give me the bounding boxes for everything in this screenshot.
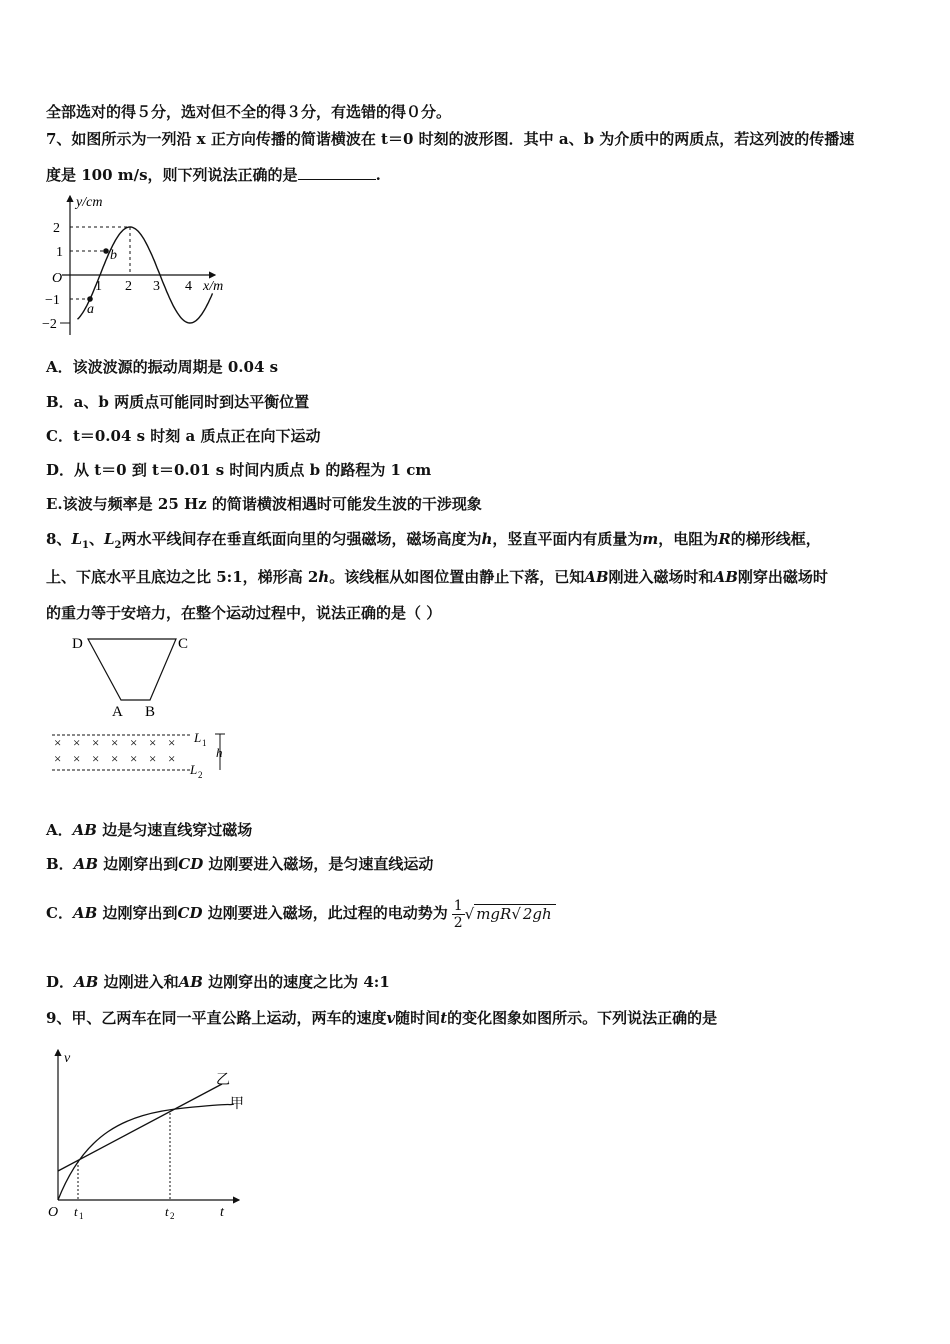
q8-ab2: AB — [713, 568, 738, 586]
q8-text-d: ，电阻为 — [658, 530, 719, 548]
field-cross: × — [73, 751, 81, 766]
field-cross: × — [92, 751, 100, 766]
q7-label-b: b — [110, 248, 117, 263]
q8-stem-line3: 的重力等于安培力，在整个运动过程中，说法正确的是（ ） — [46, 604, 442, 622]
q8-option-c — [46, 893, 556, 933]
q8-opt-c-text2: 边刚要进入磁场，此过程的电动势为 — [202, 904, 448, 922]
q9-curve-yi — [58, 1084, 222, 1171]
field-cross: × — [111, 735, 119, 750]
field-cross: × — [73, 735, 81, 750]
q9-label-t2-sub: 2 — [170, 1211, 175, 1221]
q8-fig-L1-sub: 1 — [202, 738, 207, 748]
q8-R: R — [718, 530, 731, 548]
q8-label-D: D — [72, 636, 83, 652]
q9-stem — [46, 1008, 717, 1028]
q8-opt-c-cd: CD — [177, 904, 203, 922]
q9-v: v — [386, 1009, 396, 1027]
q8-label-C: C — [178, 636, 189, 652]
q7-option-b: B．a、b 两质点可能同时到达平衡位置 — [46, 393, 310, 411]
q8-text-e: 的梯形线框， — [730, 530, 821, 548]
q7-ytick-1: 1 — [56, 245, 63, 260]
q7-point-b — [103, 248, 109, 254]
q7-xtick-1: 1 — [95, 279, 102, 294]
q8-l1: L — [71, 530, 82, 548]
intro-text: 全部选对的得５分，选对但不全的得３分，有选错的得０分。 — [46, 103, 452, 121]
q9-vt-graph — [44, 1044, 254, 1224]
q8-h: h — [481, 530, 493, 548]
q7-xtick-2: 2 — [125, 279, 132, 294]
q8-fig-L1: L — [194, 730, 202, 745]
q8-option-a — [46, 820, 252, 840]
q7-ytick-m1: −1 — [45, 293, 60, 308]
q8-opt-d-text2: 边刚穿出的速度之比为 4:1 — [202, 973, 390, 991]
field-cross: × — [149, 751, 157, 766]
field-cross: × — [54, 751, 62, 766]
q7-stem-end: . — [375, 166, 381, 184]
q8-opt-c-num: 1 — [453, 897, 463, 914]
q8-trapezoid — [88, 639, 176, 700]
q9-label-t1-sub: 1 — [79, 1211, 84, 1221]
q8-l1-sub: 1 — [81, 540, 89, 551]
q8-label-B: B — [145, 704, 156, 720]
q9-t: t — [440, 1009, 448, 1027]
q7-option-a: A．该波波源的振动周期是 0.04 s — [46, 358, 279, 376]
q8-trapezoid-figure — [46, 630, 226, 780]
q8-opt-c-sqrt: √ mgR√ 2gh — [465, 894, 556, 934]
q7-answer-blank — [298, 165, 376, 180]
q7-label-a: a — [87, 302, 94, 317]
q8-opt-a-ab: AB — [72, 821, 97, 839]
field-cross: × — [168, 735, 176, 750]
q8-opt-c-fraction — [452, 898, 465, 931]
q8-option-b — [46, 854, 433, 874]
q8-option-d — [46, 972, 390, 992]
q7-ytick-m2: −2 — [42, 317, 57, 332]
q9-text-a: 9、甲、乙两车在同一平直公路上运动，两车的速度 — [46, 1009, 387, 1027]
q9-label-jia: 甲 — [230, 1097, 244, 1112]
q8-opt-b-text2: 边刚要进入磁场，是匀速直线运动 — [203, 855, 434, 873]
field-cross: × — [111, 751, 119, 766]
q8-l2: L — [103, 530, 115, 548]
q9-label-t1: t — [74, 1204, 78, 1219]
q9-label-v: v — [64, 1051, 71, 1066]
q9-curve-jia — [58, 1104, 234, 1200]
q8-opt-c-letter: C． — [46, 904, 73, 922]
q8-opt-c-text1: 边刚穿出到 — [97, 904, 178, 922]
q9-label-origin: O — [48, 1205, 59, 1220]
q8-opt-c-rad-inner: 2gh — [522, 905, 552, 923]
q8-field-crosses — [54, 735, 175, 766]
q8-opt-c-den: 2 — [453, 914, 463, 931]
q8-opt-a-text: 边是匀速直线穿过磁场 — [96, 821, 253, 839]
q8-opt-b-ab: AB — [73, 855, 99, 873]
q7-option-d: D．从 t＝0 到 t＝0.01 s 时间内质点 b 的路程为 1 cm — [46, 461, 432, 479]
q8-l2-text-d: 刚穿出磁场时 — [737, 568, 828, 586]
field-cross: × — [130, 735, 138, 750]
q8-ab1: AB — [584, 568, 609, 586]
q8-stem-line1 — [46, 529, 821, 556]
q9-text-b: 随时间 — [395, 1009, 441, 1027]
q8-text-b: 两水平线间存在垂直纸面向里的匀强磁场，磁场高度为 — [121, 530, 482, 548]
q9-label-t: t — [220, 1205, 224, 1220]
q8-sep: 、 — [88, 530, 104, 548]
q9-text-c: 的变化图象如图所示。下列说法正确的是 — [447, 1009, 718, 1027]
q8-number: 8、 — [46, 530, 72, 548]
q7-ytick-2: 2 — [53, 221, 60, 236]
q7-xtick-3: 3 — [153, 279, 160, 294]
q8-l2-text-b: 。该线框从如图位置由静止下落，已知 — [329, 568, 585, 586]
q8-text-c: ，竖直平面内有质量为 — [492, 530, 643, 548]
q8-opt-b-cd: CD — [178, 855, 204, 873]
q7-option-e: E.该波与频率是 25 Hz 的简谐横波相遇时可能发生波的干涉现象 — [46, 495, 482, 513]
q8-l2-text-c: 刚进入磁场时和 — [608, 568, 714, 586]
q8-opt-d-ab1: AB — [74, 973, 99, 991]
q7-stem-line2 — [46, 165, 381, 185]
q8-opt-d-letter: D． — [46, 973, 75, 991]
field-cross: × — [149, 735, 157, 750]
q8-fig-L2-sub: 2 — [198, 770, 203, 780]
q8-opt-a-letter: A． — [46, 821, 73, 839]
q9-label-yi: 乙 — [216, 1073, 230, 1088]
q7-option-c: C．t＝0.04 s 时刻 a 质点正在向下运动 — [46, 427, 321, 445]
q8-opt-b-letter: B． — [46, 855, 74, 873]
q7-origin-label: O — [52, 271, 63, 286]
q7-x-label: x/m — [203, 279, 224, 294]
q8-opt-c-ab: AB — [72, 904, 98, 922]
q7-stem-line1: 7、如图所示为一列沿 x 正方向传播的简谐横波在 t＝0 时刻的波形图．其中 a、b 为介质中的两质点，若这列波的传播速 — [46, 130, 855, 148]
q8-opt-d-ab2: AB — [178, 973, 203, 991]
q8-stem-line2 — [46, 567, 828, 587]
field-cross: × — [130, 751, 138, 766]
q7-xtick-4: 4 — [185, 279, 192, 294]
q8-l2-h: h — [318, 568, 330, 586]
field-cross: × — [54, 735, 62, 750]
q7-stem-text: 度是 100 m/s，则下列说法正确的是 — [46, 166, 298, 184]
q8-opt-b-text1: 边刚穿出到 — [98, 855, 179, 873]
q8-opt-d-text1: 边刚进入和 — [98, 973, 179, 991]
q7-y-label: y/cm — [76, 195, 103, 210]
q8-fig-L2: L — [190, 762, 198, 777]
field-cross: × — [168, 751, 176, 766]
q9-label-t2: t — [165, 1204, 169, 1219]
q8-m: m — [642, 530, 659, 548]
q8-fig-h: h — [216, 745, 223, 760]
field-cross: × — [92, 735, 100, 750]
q8-l2-text-a: 上、下底水平且底边之比 5:1，梯形高 2 — [46, 568, 319, 586]
q7-wave-figure — [40, 192, 250, 342]
q8-opt-c-rad-outer: mgR — [476, 905, 512, 923]
q8-label-A: A — [112, 704, 123, 720]
q7-point-a — [87, 296, 93, 302]
q8-l2-sub: 2 — [114, 540, 122, 551]
